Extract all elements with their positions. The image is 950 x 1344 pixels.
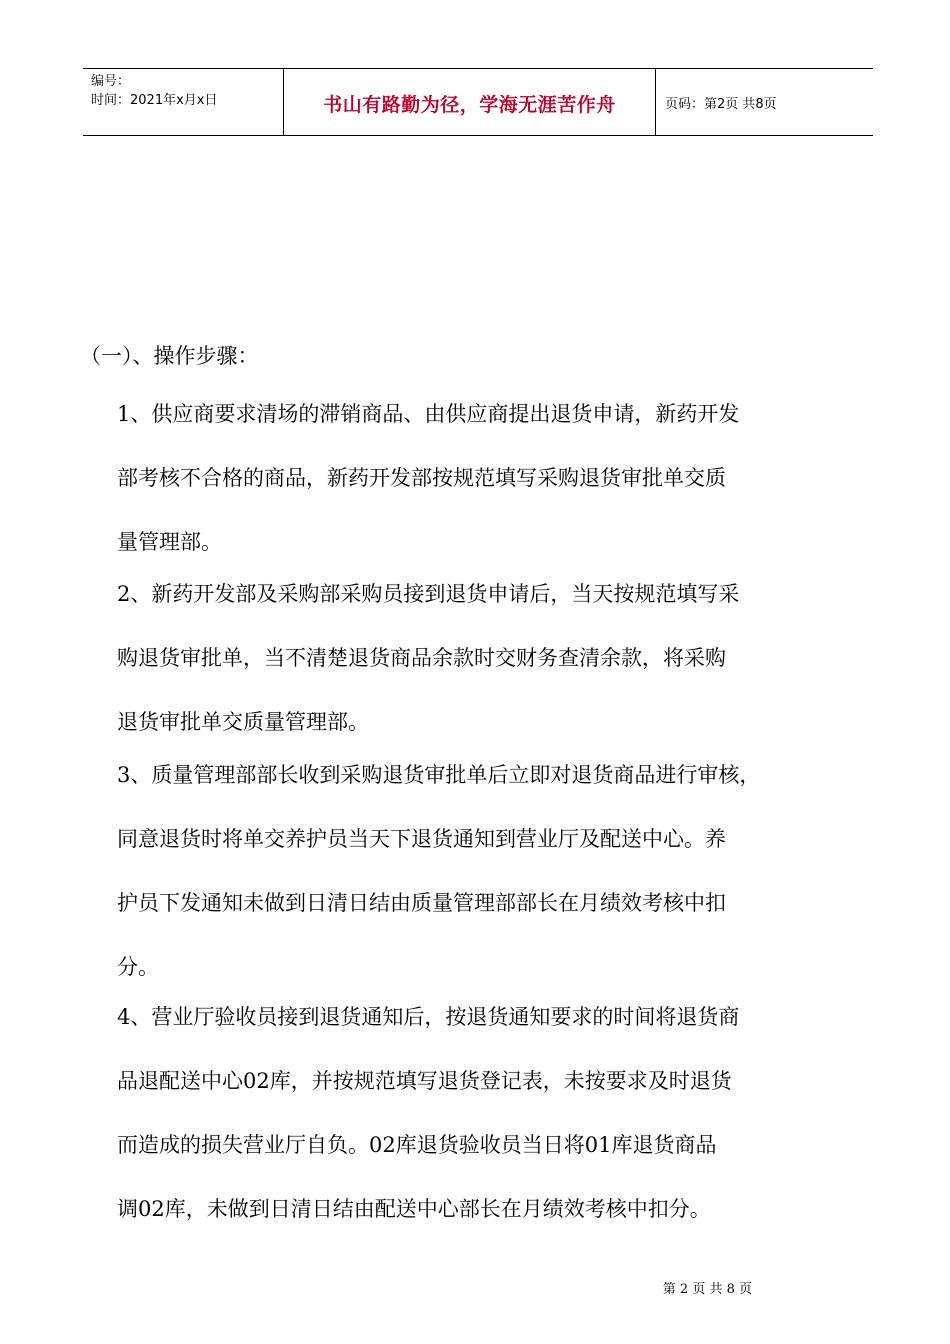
paragraph-line: 购退货审批单，当不清楚退货商品余款时交财务查清余款，将采购 [117, 646, 726, 670]
page-footer [0, 1278, 950, 1297]
header-page-label: 页码：第2页 共8页 [665, 96, 777, 112]
paragraph-line: 量管理部。 [117, 530, 222, 554]
paragraph-line: 同意退货时将单交养护员当天下退货通知到营业厅及配送中心。养 [117, 827, 726, 851]
paragraph-line: 部考核不合格的商品，新药开发部按规范填写采购退货审批单交质 [117, 466, 726, 490]
paragraph-line: 护员下发通知未做到日清日结由质量管理部部长在月绩效考核中扣 [117, 891, 726, 915]
paragraph-line: 3、质量管理部部长收到采购退货审批单后立即对退货商品进行审核， [117, 763, 761, 787]
date-label: 时间：2021年x月x日 [91, 93, 218, 108]
paragraph-line: 1、供应商要求清场的滞销商品、由供应商提出退货申请，新药开发 [117, 402, 740, 426]
paragraph-2 [117, 562, 877, 754]
paragraph-1 [117, 382, 877, 574]
section-title: （一）、操作步骤： [80, 344, 259, 368]
header-motto: 书山有路勤为径，学海无涯苦作舟 [323, 93, 616, 116]
header-motto-cell [284, 69, 656, 135]
number-label: 编号： [91, 74, 131, 89]
paragraph-4 [117, 985, 877, 1241]
header-meta-cell [83, 69, 284, 135]
paragraph-line: 退货审批单交质量管理部。 [117, 710, 369, 734]
paragraph-3 [117, 743, 877, 999]
header-page-cell [656, 69, 873, 135]
paragraph-line: 调02库，未做到日清日结由配送中心部长在月绩效考核中扣分。 [117, 1197, 711, 1221]
paragraph-line: 2、新药开发部及采购部采购员接到退货申请后，当天按规范填写采 [117, 582, 740, 606]
page-header [83, 68, 873, 136]
footer-page-number: 第 2 页 共 8 页 [662, 1282, 752, 1297]
paragraph-line: 4、营业厅验收员接到退货通知后，按退货通知要求的时间将退货商 [117, 1005, 740, 1029]
paragraph-line: 而造成的损失营业厅自负。02库退货验收员当日将01库退货商品 [117, 1133, 717, 1157]
paragraph-line: 品退配送中心02库，并按规范填写退货登记表，未按要求及时退货 [117, 1069, 732, 1093]
paragraph-line: 分。 [117, 955, 159, 979]
